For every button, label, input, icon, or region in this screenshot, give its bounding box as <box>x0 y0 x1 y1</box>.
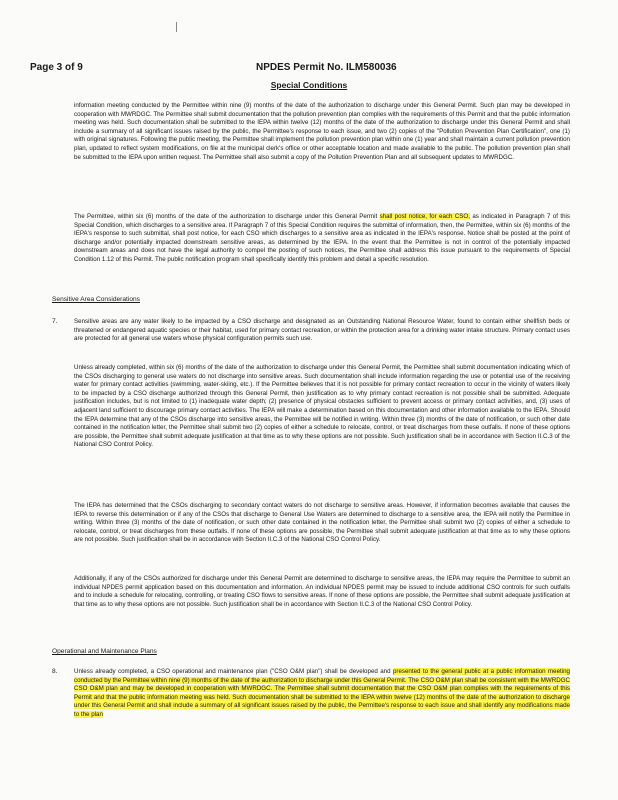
section-title: Special Conditions <box>270 80 348 90</box>
item-8-om-plan <box>74 668 570 720</box>
om-plan-text-a: Unless already completed, a CSO operational and maintenance plan ("CSO O&M plan") shall be developed and <box>74 668 393 675</box>
item-7-documentation: Unless already completed, within six (6) months of the date of the authorization to discharge under this General Permit, the Permittee shall submit documentation indicating which of the CSOs discharging to general use waters do not discharge into sensitive areas. Such documentation shall include information regarding the use or potential use of the receiving water for primary contact activities (swimming, water-skiing, etc.). If the Permittee believes that it is not possible for primary contact recreation to occur in the vicinity of waters likely to be impacted by a CSO discharge authorized through this General Permit, then justification as to why primary contact recreation is not possible shall be submitted. Adequate justification includes, but is not limited to (1) inadequate water depth; (2) presence of physical obstacles sufficient to prevent access or primary contact activities, and, (3) uses of adjacent land sufficient to discourage primary contact activities. The IEPA will make a determination based on this documentation and other information available to the IEPA. Should the IEPA determine that any of the CSOs discharge into sensitive areas, the Permittee will be notified in writing. Within three (3) months of the date of notification, or such other date contained in the notification letter, the Permittee shall submit two (2) copies of either a schedule to relocate, control, or treat discharges from these outfalls. If none of these options are possible, the Permittee shall submit adequate justification at that time as to why these options are not possible. Such justification shall be in accordance with Section II.C.3 of the National CSO Control Policy. <box>74 364 570 449</box>
item-7-definition: Sensitive areas are any water likely to be impacted by a CSO discharge and designated as an Outstanding National Resource Water, found to contain either shellfish beds or threatened or endangered aquatic species or their habitat, used for primary contact recreation, or within the protection area for a drinking water intake structure. Primary contact uses are protected for all general use waters whose physical configuration permits such use. <box>74 318 570 343</box>
paragraph-pollution-prevention: information meeting conducted by the Permittee within nine (9) months of the date of the authorization to discharge under this General Permit. Such plan may be developed in cooperation with MWRDGC. The Permittee shall submit documentation that the pollution prevention plan complies with the requirements of this Permit and that the public information meeting was held. Such documentation shall be submitted to the IEPA within twelve (12) months of the date of the authorization to discharge under this General Permit and shall include a summary of all significant issues raised by the public, the Permittee's response to each issue, and two (2) copies of the "Pollution Prevention Plan Certification", one (1) with original signatures. Following the public meeting, the Permittee shall implement the pollution prevention plan within one (1) year and shall maintain a current pollution prevention plan, updated to reflect system modifications, on file at the municipal clerk's office or other acceptable location and made available to the public. The pollution prevention plan shall be submitted to the IEPA upon written request. The Permittee shall also submit a copy of the Pollution Prevention Plan and all subsequent updates to MWRDGC. <box>74 102 570 161</box>
public-notice-text-a: The Permittee, within six (6) months of the date of the authorization to discharge under this General Permit <box>74 213 380 220</box>
highlighted-text: shall post notice, for each CSO, <box>379 213 470 220</box>
item-7-number: 7. <box>52 318 58 325</box>
sensitive-area-heading: Sensitive Area Considerations <box>52 296 140 303</box>
item-7-secondary-contact: The IEPA has determined that the CSOs discharging to secondary contact waters do not discharge to sensitive areas. However, if information becomes available that causes the IEPA to reverse this determination or if any of the CSOs that discharge to General Use Waters are determined to discharge to a sensitive area, the IEPA will notify the Permittee in writing. Within three (3) months of the date of notification, or such other date contained in the notification letter, the Permittee shall submit two (2) copies of either a schedule to relocate, control, or treat discharges from these outfalls. If none of these options are possible, the Permittee shall submit adequate justification at that time as to why these options are not possible. Such justification shall be in accordance with Section II.C.3 of the National CSO Control Policy. <box>74 502 570 544</box>
om-plans-heading: Operational and Maintenance Plans <box>52 648 157 655</box>
permit-number: NPDES Permit No. ILM580036 <box>256 62 397 73</box>
highlighted-text: presented to the general public at a public information meeting conducted by the Permittee within nine (9) months of the date of the authorization to discharge under this General Permit. The CSO O&M plan shall be consistent with the MWRDGC CSO O&M plan and may be developed in cooperation with MWRDGC. The Permittee shall submit documentation that the CSO O&M plan complies with the requirements of this Permit and that the public information meeting was held. Such documentation shall be submitted to the IEPA within twelve (12) months of the date of the authorization to discharge under this General Permit and shall include a summary of all significant issues raised by the public, the Permittee's response to each issue and shall identify any modifications made to the plan <box>74 668 571 718</box>
item-7-additional: Additionally, if any of the CSOs authorized for discharge under this General Permit are determined to discharge to sensitive areas, the IEPA may require the Permittee to submit an individual NPDES permit application based on this documentation and information. An individual NPDES permit may be issued to include additional CSO controls for such outfalls and to include a schedule for relocating, controlling, or treating CSO flows to sensitive areas. If none of these options are possible, the Permittee shall submit adequate justification at that time as to why these options are not possible. Such justification shall be in accordance with Section II.C.3 of the National CSO Control Policy. <box>74 575 570 608</box>
page-number: Page 3 of 9 <box>30 62 83 73</box>
public-notice-text-b: as indicated in Paragraph 7 of this Special Condition, which discharges to a sensitive area. If Paragraph 7 of this Special Condition requires the submittal of information, then, the Permittee, within six (6) months of the IEPA's response to such submittal, shall post notice, for each CSO which discharges to a sensitive area as indicated in the IEPA's response. Notice shall be posted at the point of discharge and/or potentially impacted downstream sensitive areas, as determined by the IEPA. In the event that the Permittee is not in control of the potentially impacted downstream areas and does not have the legal authority to compel the posting of such notices, the Permittee shall address this issue pursuant to the requirements of Special Condition 1.12 of this Permit. The public notification program shall specifically identify this problem and detail a specific resolution. <box>74 213 570 263</box>
paragraph-public-notice <box>74 213 570 265</box>
item-8-number: 8. <box>52 668 58 675</box>
scan-mark <box>176 22 177 32</box>
